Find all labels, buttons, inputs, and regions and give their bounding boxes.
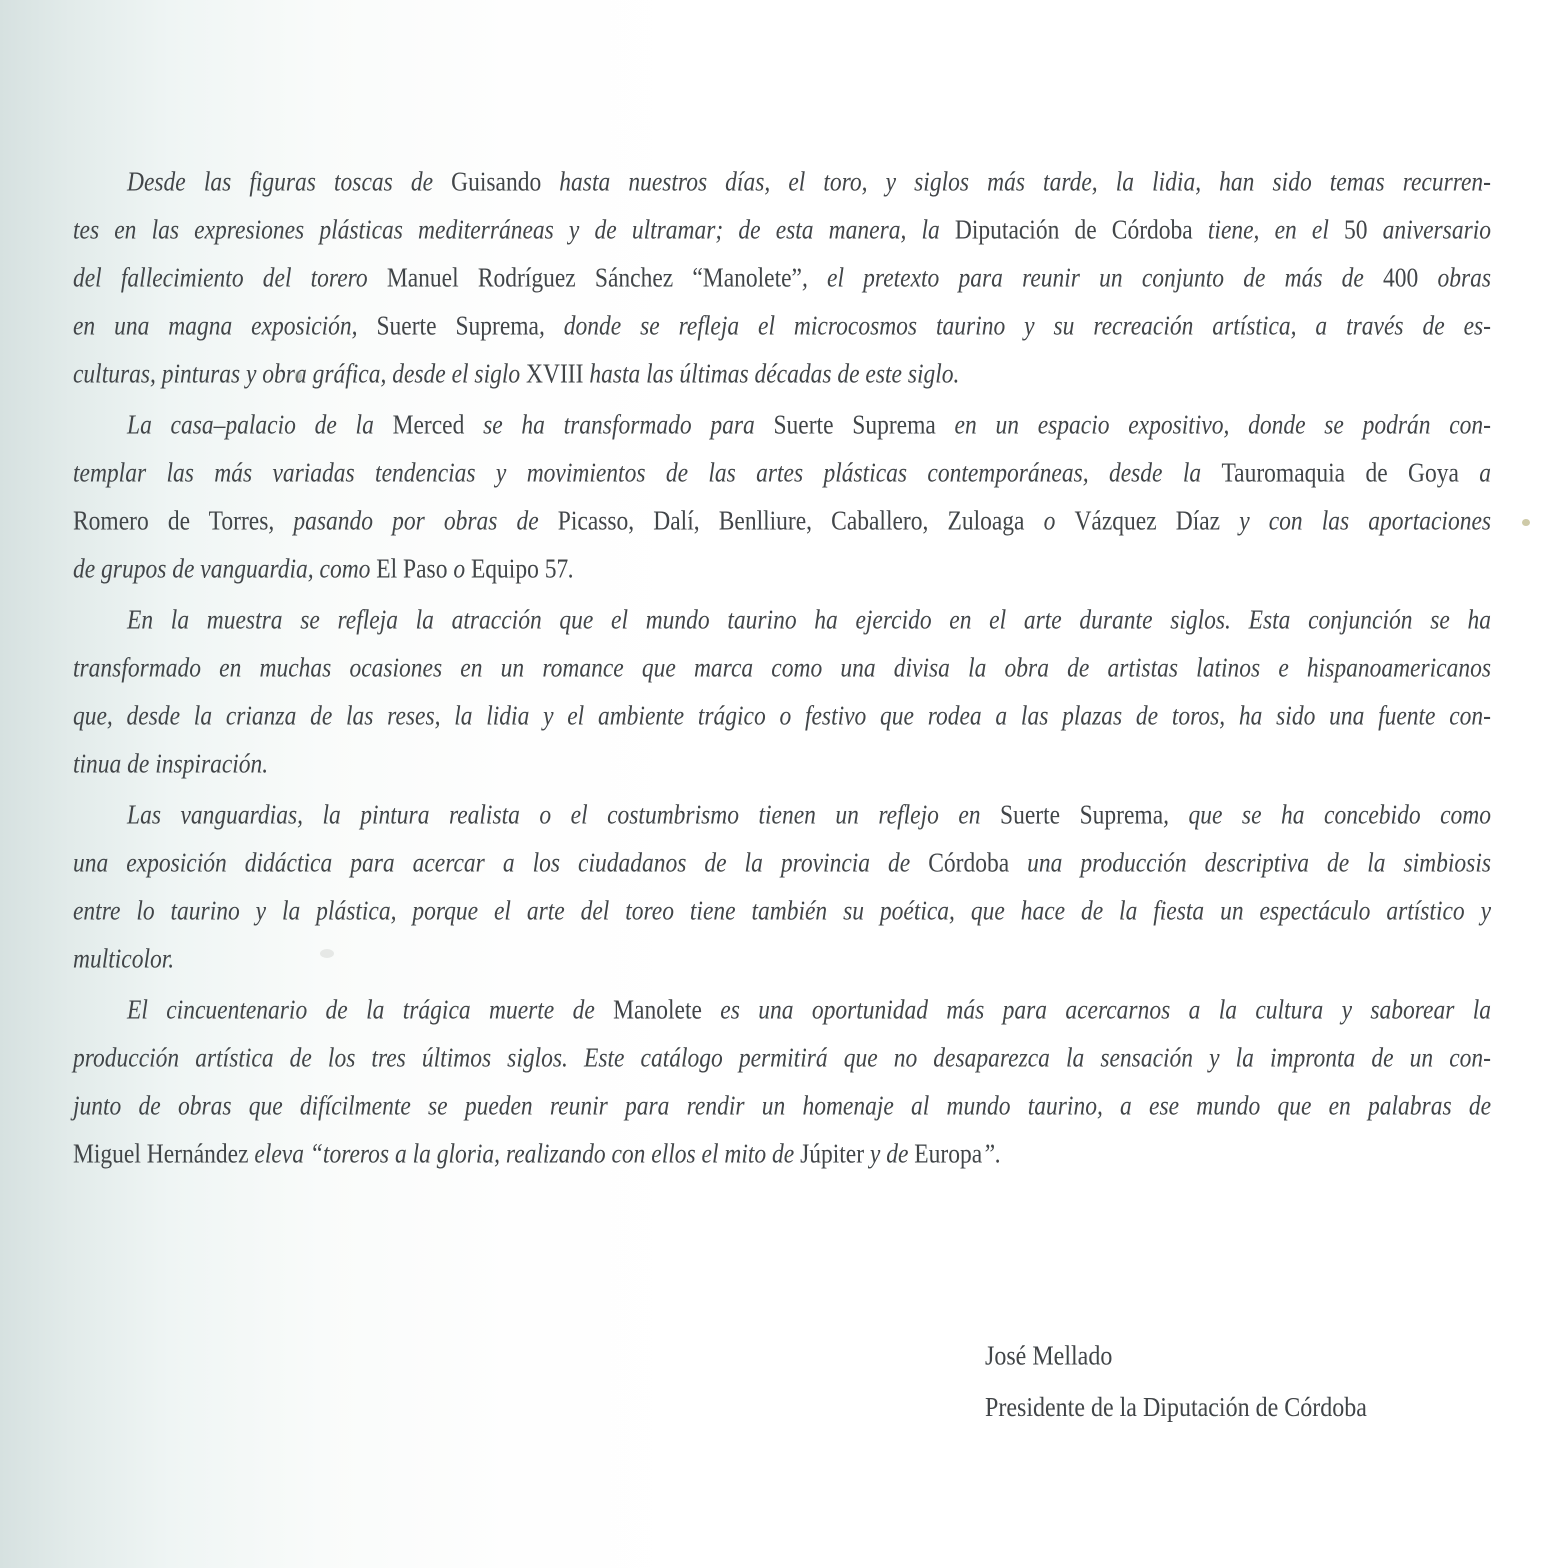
text-line bbox=[73, 541, 1491, 598]
paragraph bbox=[73, 986, 1491, 1178]
proper-noun-text: Picasso, Dalí, Benlliure, Caballero, Zuloaga bbox=[557, 505, 1025, 537]
body-text: , pasando por obras de bbox=[268, 505, 558, 537]
proper-noun-text: Equipo 57 bbox=[470, 553, 569, 585]
body-text: Las vanguardias, la pintura realista o el costumbrismo tienen un reflejo en bbox=[127, 799, 1001, 831]
paragraph bbox=[73, 791, 1491, 983]
proper-noun-text: Júpiter bbox=[800, 1138, 865, 1170]
body-paragraphs bbox=[73, 158, 1491, 1181]
proper-noun-text: 50 bbox=[1344, 214, 1368, 246]
body-text: Desde las figuras toscas de bbox=[127, 166, 452, 198]
body-text: , que se ha concebido como bbox=[1163, 799, 1491, 831]
body-text: tiene, en el bbox=[1192, 214, 1344, 246]
body-text: a bbox=[1458, 457, 1491, 489]
signature-name: José Mellado bbox=[985, 1341, 1113, 1372]
proper-noun-text: Manolete bbox=[613, 994, 702, 1026]
body-text: hasta las últimas décadas de este siglo. bbox=[583, 358, 960, 390]
body-text: aniversario bbox=[1367, 214, 1491, 246]
body-text: hasta nuestros días, el toro, y siglos más tarde, la lidia, han sido temas recurren- bbox=[541, 166, 1492, 198]
scan-speck bbox=[295, 371, 302, 382]
body-text: templar las más variadas tendencias y movimientos de las artes plásticas contemporáneas, desde la bbox=[73, 457, 1222, 489]
body-text: . bbox=[568, 553, 575, 585]
body-text: eleva “toreros a la gloria, realizando con ellos el mito de bbox=[248, 1138, 801, 1170]
text-line bbox=[73, 931, 1491, 988]
body-text: y con las aportaciones bbox=[1220, 505, 1492, 537]
body-text: ”. bbox=[982, 1138, 1002, 1170]
paragraph bbox=[73, 158, 1491, 398]
body-text: es una oportunidad más para acercarnos a la cultura y saborear la bbox=[701, 994, 1492, 1026]
signature-title: Presidente de la Diputación de Córdoba bbox=[985, 1393, 1367, 1423]
body-text: , el pretexto para reunir un conjunto de más de bbox=[801, 262, 1384, 294]
scan-speck bbox=[1522, 519, 1530, 526]
body-text: , donde se refleja el microcosmos taurino y su recreación artística, a través de es- bbox=[538, 310, 1491, 342]
body-text: o bbox=[447, 553, 471, 585]
body-text: culturas, pinturas y obra gráfica, desde el siglo bbox=[73, 358, 527, 390]
scan-speck bbox=[320, 949, 334, 958]
body-text: del fallecimiento del torero bbox=[73, 262, 387, 294]
paragraph bbox=[73, 596, 1491, 788]
proper-noun-text: Guisando bbox=[451, 166, 542, 198]
text-line bbox=[73, 346, 1491, 403]
body-text: En la muestra se refleja la atracción que el mundo taurino ha ejercido en el arte durante siglos. Esta conjunción se ha bbox=[127, 604, 1491, 636]
body-text: en una magna exposición, bbox=[73, 310, 377, 342]
body-text: tes en las expresiones plásticas mediterráneas y de ultramar; de esta manera, la bbox=[73, 214, 955, 246]
proper-noun-text: Europa bbox=[914, 1138, 983, 1170]
text-line bbox=[73, 1126, 1491, 1183]
proper-noun-text: Miguel Hernández bbox=[73, 1138, 249, 1170]
body-text: producción artística de los tres últimos siglos. Este catálogo permitirá que no desaparezca la sensación y la impronta de un con- bbox=[73, 1042, 1491, 1074]
body-text: de grupos de vanguardia, como bbox=[73, 553, 377, 585]
proper-noun-text: Romero de Torres bbox=[73, 505, 269, 537]
proper-noun-text: Tauromaquia de Goya bbox=[1221, 457, 1459, 489]
body-text: tinua de inspiración. bbox=[73, 748, 269, 780]
proper-noun-text: XVIII bbox=[526, 358, 584, 390]
body-text: entre lo taurino y la plástica, porque el arte del toreo tiene también su poética, que hace de la fiesta un espectáculo artístico y bbox=[73, 895, 1491, 927]
proper-noun-text: Diputación de Córdoba bbox=[954, 214, 1193, 246]
signature-block bbox=[985, 1331, 1367, 1435]
proper-noun-text: Vázquez Díaz bbox=[1074, 505, 1221, 537]
body-text: y de bbox=[864, 1138, 915, 1170]
body-text: multicolor. bbox=[73, 943, 175, 975]
body-text: o bbox=[1024, 505, 1075, 537]
body-text: una exposición didáctica para acercar a los ciudadanos de la provincia de bbox=[73, 847, 929, 879]
text-line bbox=[73, 736, 1491, 793]
proper-noun-text: Suerte Suprema bbox=[773, 409, 936, 441]
proper-noun-text: Suerte Suprema bbox=[376, 310, 539, 342]
body-text: que, desde la crianza de las reses, la lidia y el ambiente trágico o festivo que rodea a las plazas de toros, ha sido una fuente con- bbox=[73, 700, 1491, 732]
proper-noun-text: Merced bbox=[392, 409, 465, 441]
body-text: La casa–palacio de la bbox=[127, 409, 393, 441]
proper-noun-text: Suerte Suprema bbox=[1000, 799, 1164, 831]
proper-noun-text: El Paso bbox=[376, 553, 448, 585]
body-text: en un espacio expositivo, donde se podrán con- bbox=[935, 409, 1491, 441]
proper-noun-text: 400 bbox=[1383, 262, 1419, 294]
proper-noun-text: Manuel Rodríguez Sánchez “Manolete” bbox=[386, 262, 802, 294]
body-text: obras bbox=[1418, 262, 1491, 294]
body-text: transformado en muchas ocasiones en un romance que marca como una divisa la obra de artistas latinos e hispanoamericanos bbox=[73, 652, 1491, 684]
body-text: El cincuentenario de la trágica muerte de bbox=[127, 994, 614, 1026]
paragraph bbox=[73, 401, 1491, 593]
proper-noun-text: Córdoba bbox=[928, 847, 1010, 879]
body-text: se ha transformado para bbox=[464, 409, 774, 441]
body-text: una producción descriptiva de la simbiosis bbox=[1009, 847, 1491, 879]
body-text: junto de obras que difícilmente se pueden reunir para rendir un homenaje al mundo taurino, a ese mundo que en palabras de bbox=[73, 1090, 1491, 1122]
